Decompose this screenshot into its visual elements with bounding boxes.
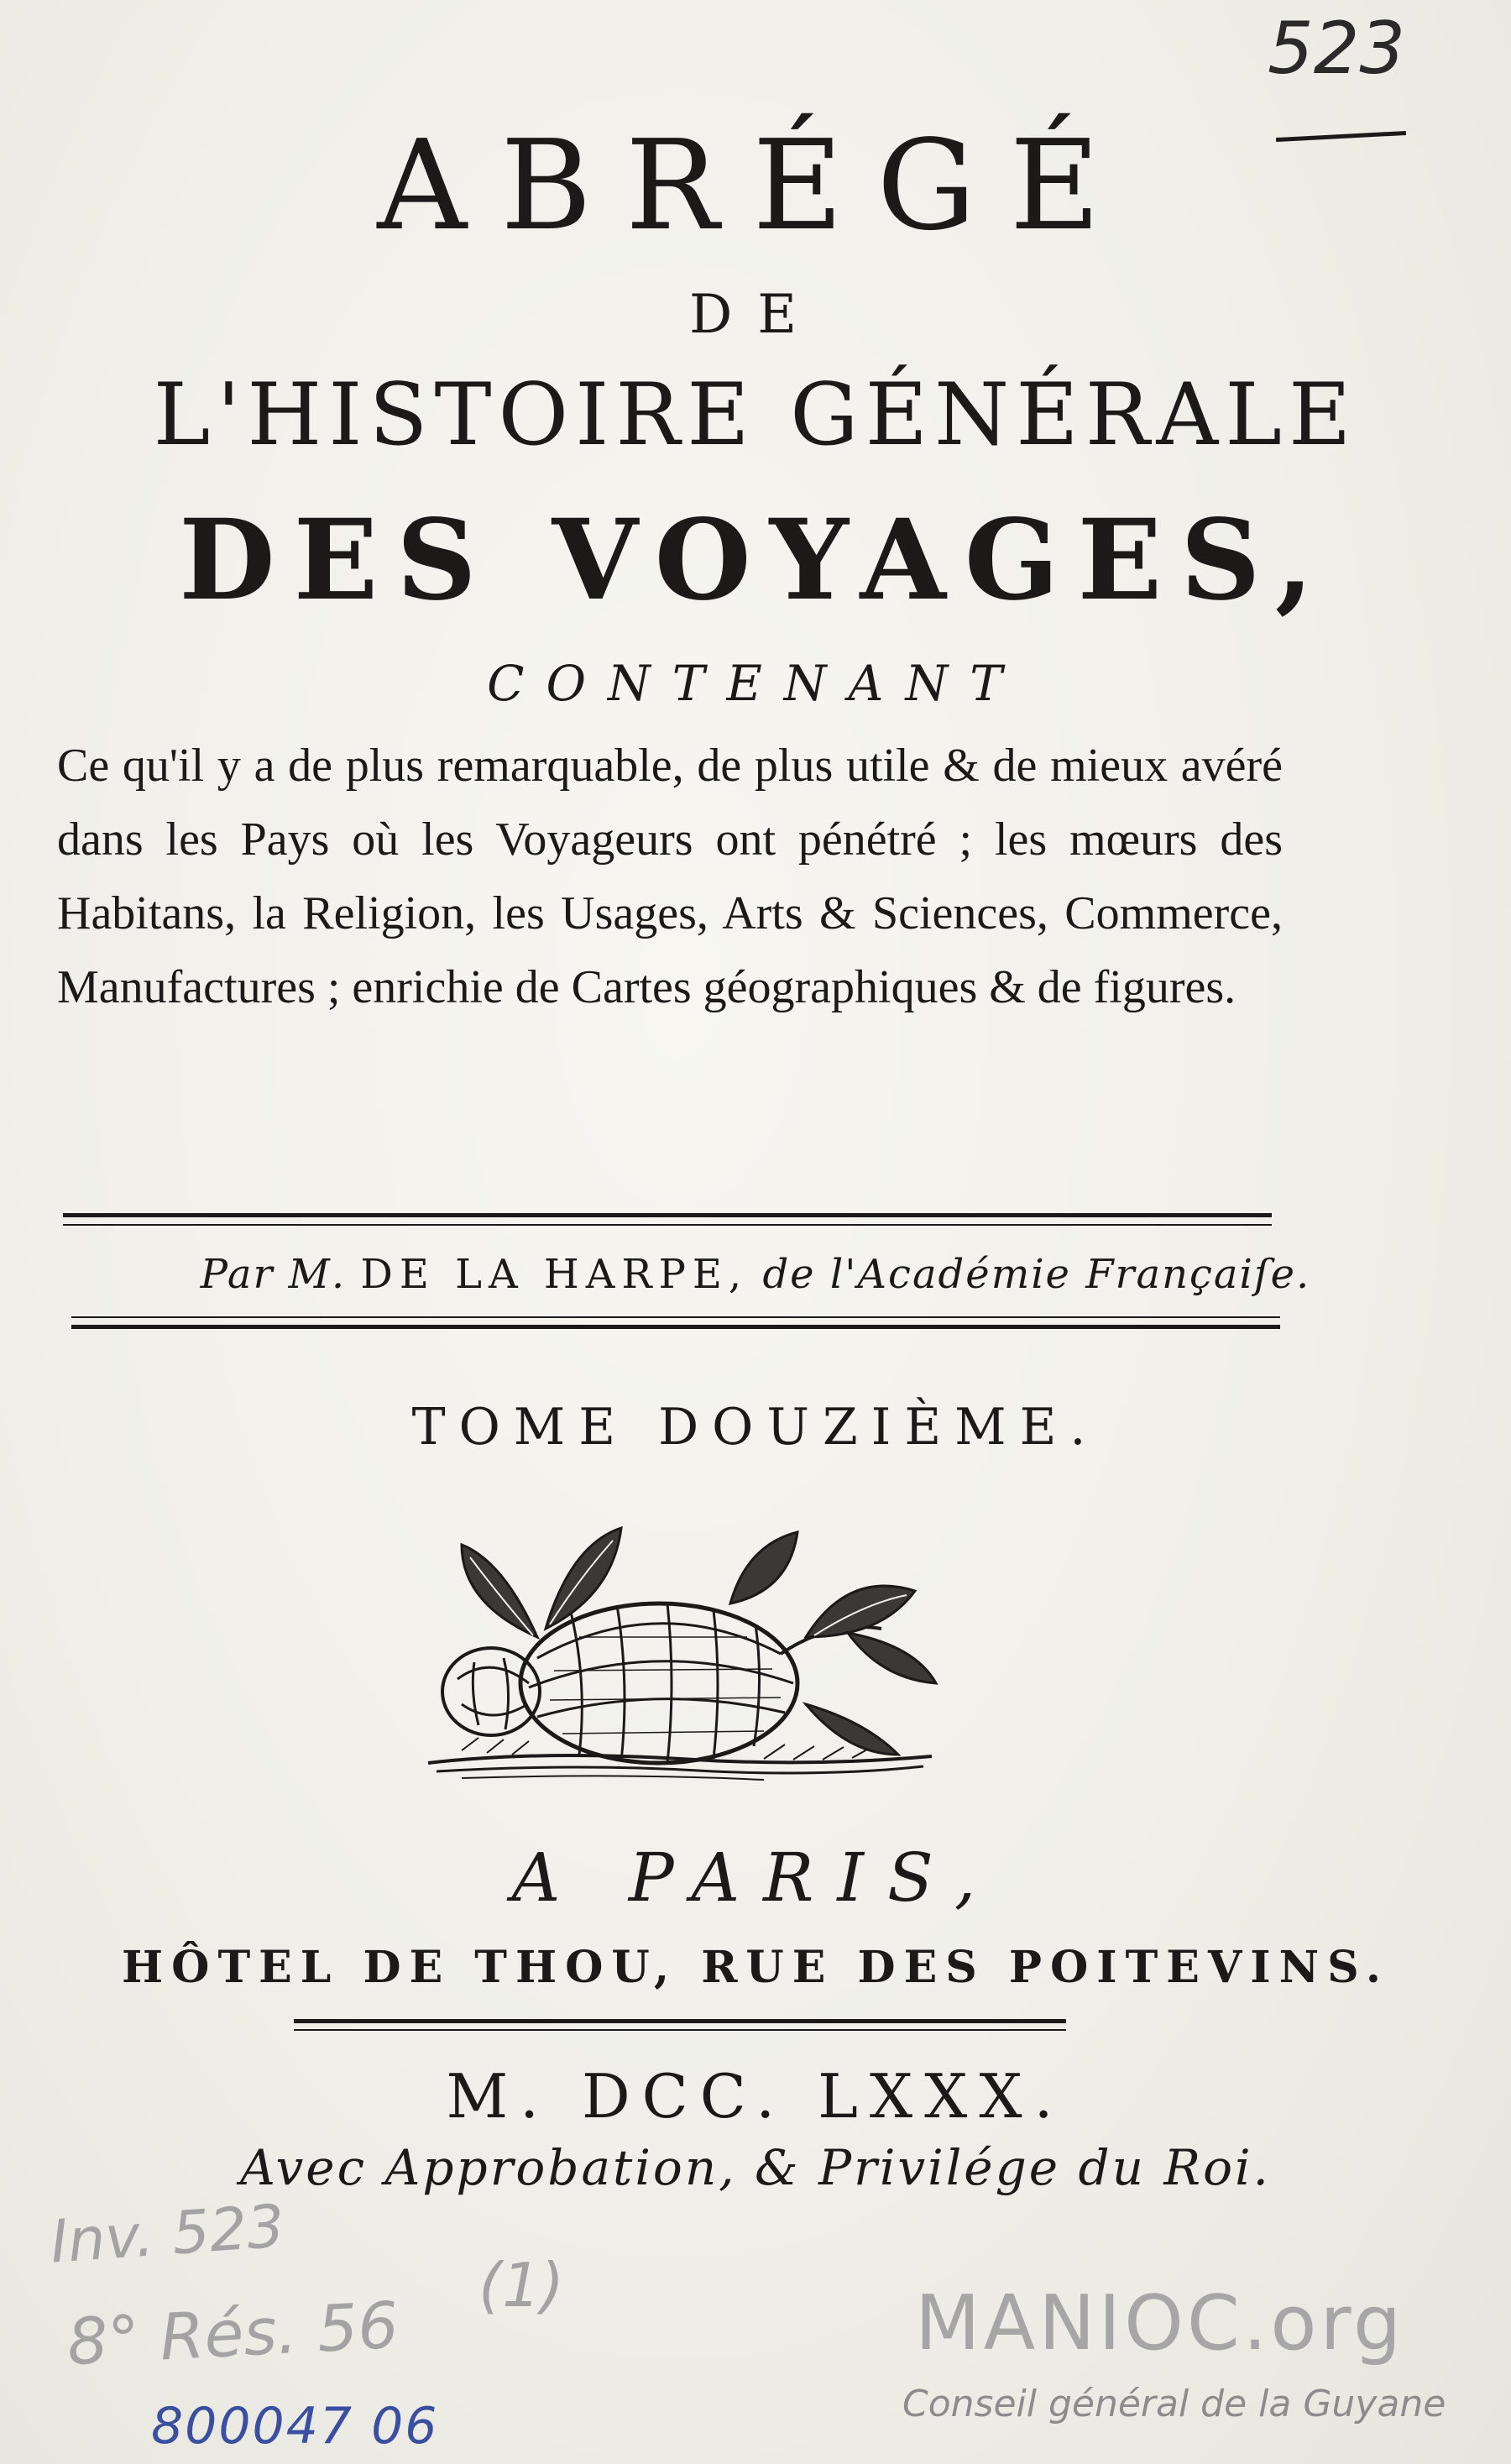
manioc-watermark-subtitle: Conseil général de la Guyane <box>902 2383 1446 2425</box>
handwritten-volume-note: (1) <box>478 2250 564 2320</box>
author-top-rule-thin <box>63 1224 1272 1226</box>
approbation-line: Avec Approbation, & Privilége du Roi. <box>240 2139 1271 2196</box>
date-top-rule-thin <box>294 2029 1066 2031</box>
author-line <box>0 1251 1511 1298</box>
handwritten-barcode-number: 800047 06 <box>151 2397 439 2456</box>
author-bottom-rule-thick <box>71 1325 1280 1329</box>
author-prefix: Par M. <box>200 1251 347 1298</box>
title-line-de: DE <box>688 284 823 346</box>
fruit-woodcut-ornament <box>411 1511 949 1788</box>
author-top-rule-thick <box>63 1213 1272 1217</box>
description-paragraph: Ce qu'il y a de plus remarquable, de plus utile & de mieux avéré dans les Pays où les Voyageurs ont pénétré ; les mœurs des Habitans, la Religion, les Usages, Arts & Sciences, Commerce, Manufactures ; enrichie de Cartes géographiques & de figures. <box>57 740 1283 1013</box>
imprint-date: M. DCC. LXXX. <box>446 2061 1065 2132</box>
handwritten-shelf-mark: 523 <box>1268 7 1406 91</box>
volume-number: TOME DOUZIÈME. <box>411 1398 1100 1457</box>
title-line-histoire-generale: L'HISTOIRE GÉNÉRALE <box>153 365 1358 465</box>
title-line-des-voyages: DES VOYAGES, <box>179 495 1332 625</box>
title-line-abrege: ABRÉGÉ <box>377 113 1134 258</box>
date-top-rule-thick <box>294 2019 1066 2023</box>
author-name: DE LA HARPE, <box>360 1251 749 1298</box>
imprint-place: A PARIS, <box>511 1839 1000 1917</box>
author-suffix: de l'Académie Françaiſe. <box>762 1251 1311 1298</box>
imprint-publisher: HÔTEL DE THOU, RUE DES POITEVINS. <box>122 1942 1389 1993</box>
manioc-watermark-logo: MANIOC.org <box>915 2279 1404 2367</box>
handwritten-inventory-note: Inv. 523 <box>48 2191 287 2277</box>
contenant-heading: CONTENANT <box>487 655 1024 712</box>
handwritten-reserve-note: 8° Rés. 56 <box>65 2287 400 2380</box>
author-bottom-rule-thin <box>71 1316 1280 1318</box>
